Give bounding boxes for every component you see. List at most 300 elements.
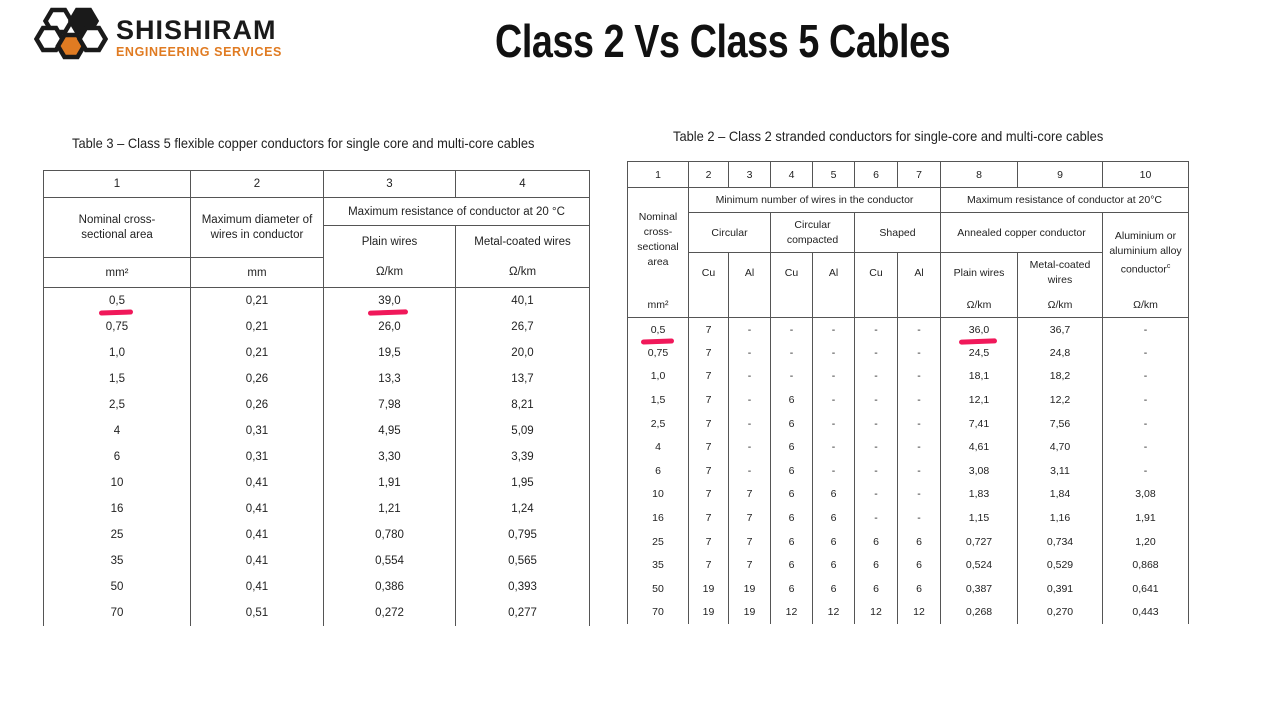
table-cell (729, 435, 771, 459)
table-cell (191, 366, 324, 392)
cell-value: - (1143, 323, 1148, 336)
table-cell (898, 601, 941, 625)
cell-value: 6 (873, 582, 879, 595)
table-cell (689, 412, 729, 436)
page-title: Class 2 Vs Class 5 Cables (495, 15, 951, 67)
table-cell (628, 341, 689, 365)
cell-value: 0,21 (245, 320, 269, 333)
table-cell (1103, 459, 1189, 483)
table-cell (855, 577, 898, 601)
table-cell (729, 601, 771, 625)
table-cell (729, 388, 771, 412)
cell-value: 19 (702, 606, 715, 619)
cell-value: 7 (705, 559, 712, 572)
cell-value: 40,1 (511, 294, 534, 307)
cell-value: 6 (830, 488, 837, 501)
table-cell (456, 600, 590, 626)
table-cell (813, 601, 855, 625)
cell-value: 2,5 (109, 398, 125, 411)
header-plain-wires: Plain wires (941, 253, 1018, 293)
table-cell (1103, 412, 1189, 436)
table-cell (729, 459, 771, 483)
col-number: 9 (1018, 162, 1103, 188)
cell-value: - (874, 464, 878, 477)
table-cell (941, 459, 1018, 483)
cell-value: 0,386 (375, 580, 404, 593)
table-cell (689, 483, 729, 507)
table-cell (941, 388, 1018, 412)
table-cell (771, 553, 813, 577)
table-cell (456, 470, 590, 496)
table-cell (941, 530, 1018, 554)
cell-value: - (1143, 417, 1148, 430)
cell-value: 1,21 (378, 502, 401, 515)
cell-value: 0,41 (245, 528, 269, 541)
table-cell (771, 601, 813, 625)
table-cell (44, 340, 191, 366)
table-cell (941, 506, 1018, 530)
table-row (44, 392, 590, 418)
table-cell (1018, 459, 1103, 483)
header-al: Al (729, 253, 771, 293)
table-cell (1103, 388, 1189, 412)
cell-value: 7 (746, 488, 753, 501)
table-cell (44, 574, 191, 600)
cell-value: 0,31 (245, 450, 269, 463)
cell-value: 25 (652, 535, 664, 548)
table-cell (941, 318, 1018, 342)
cell-value: 3,08 (1135, 488, 1156, 501)
cell-value: - (874, 512, 878, 525)
class5-caption: Table 3 – Class 5 flexible copper conductors for single core and multi-core cables (72, 135, 535, 151)
table-cell (44, 548, 191, 574)
col-number: 7 (898, 162, 941, 188)
table-cell (1018, 412, 1103, 436)
cell-value: 3,39 (511, 450, 534, 463)
cell-value: 0,41 (245, 554, 269, 567)
cell-value: 6 (788, 464, 795, 477)
cell-value: - (747, 394, 752, 407)
cell-value: 26,0 (378, 320, 401, 333)
cell-value: - (874, 417, 878, 430)
table-cell (1103, 530, 1189, 554)
table-row (44, 522, 590, 548)
header-max-resistance: Maximum resistance of conductor at 20°C (941, 188, 1189, 213)
highlighted-value: 0,5 (650, 323, 666, 336)
cell-value: 7 (746, 559, 753, 572)
table-row (44, 418, 590, 444)
cell-value: 2,5 (650, 417, 666, 430)
table-cell (941, 553, 1018, 577)
table-cell (324, 314, 456, 340)
table-cell (855, 318, 898, 342)
cell-value: - (789, 323, 794, 336)
cell-value: 0,554 (375, 554, 404, 567)
col-number: 10 (1103, 162, 1189, 188)
cell-value: 0,734 (1046, 535, 1074, 548)
table-cell (898, 388, 941, 412)
cell-value: 6 (788, 559, 795, 572)
cell-value: - (747, 323, 752, 336)
brand-subtitle: ENGINEERING SERVICES (116, 45, 282, 59)
table-cell (324, 392, 456, 418)
cell-value: 24,5 (968, 346, 990, 359)
unit: mm (191, 258, 324, 288)
cell-value: 6 (788, 441, 795, 454)
table-cell (771, 506, 813, 530)
cell-value: 7 (705, 488, 712, 501)
table-cell (628, 553, 689, 577)
table-cell (44, 314, 191, 340)
cell-value: 25 (110, 528, 124, 541)
col-number: 8 (941, 162, 1018, 188)
unit-empty (855, 293, 898, 318)
header-shaped: Shaped (855, 213, 941, 253)
table-cell (898, 318, 941, 342)
table-cell (855, 435, 898, 459)
table-cell (729, 553, 771, 577)
cell-value: 13,3 (378, 372, 401, 385)
table-cell (855, 530, 898, 554)
cell-value: 7 (705, 370, 712, 383)
table-cell (813, 435, 855, 459)
cell-value: - (874, 323, 878, 336)
table-cell (456, 496, 590, 522)
table-cell (689, 577, 729, 601)
table-row (44, 470, 590, 496)
table-row (628, 506, 1189, 530)
table-row (628, 459, 1189, 483)
table-cell (1018, 553, 1103, 577)
cell-value: 4,61 (968, 441, 990, 454)
cell-value: 19,5 (378, 346, 401, 359)
cell-value: 7 (705, 394, 712, 407)
cell-value: - (917, 394, 921, 407)
highlighted-value: 36,0 (968, 323, 990, 336)
table-cell (628, 506, 689, 530)
header-al: Al (813, 253, 855, 293)
cell-value: 6 (788, 582, 795, 595)
table-cell (44, 600, 191, 626)
table-cell (898, 530, 941, 554)
table-cell (898, 506, 941, 530)
table-cell (44, 392, 191, 418)
cell-value: 6 (873, 559, 879, 572)
cell-value: 6 (788, 512, 795, 525)
table-cell (324, 522, 456, 548)
column-number-row (628, 162, 1189, 188)
cell-value: 0,727 (965, 535, 993, 548)
cell-value: 16 (110, 502, 124, 515)
cell-value: - (1143, 370, 1148, 383)
cell-value: 35 (110, 554, 124, 567)
table-cell (898, 412, 941, 436)
table-cell (456, 444, 590, 470)
cell-value: 4,95 (378, 424, 401, 437)
header-resistance: Maximum resistance of conductor at 20 °C (324, 198, 590, 226)
cell-value: - (917, 488, 921, 501)
cell-value: 0,565 (508, 554, 537, 567)
col-number: 6 (855, 162, 898, 188)
table-cell (689, 388, 729, 412)
unit: Ω/km (941, 293, 1018, 318)
table-cell (1018, 365, 1103, 389)
table-cell (941, 341, 1018, 365)
cell-value: 0,41 (245, 476, 269, 489)
table-cell (813, 365, 855, 389)
table-cell (1018, 530, 1103, 554)
table-cell (191, 418, 324, 444)
cell-value: 1,84 (1049, 488, 1071, 501)
col-number: 2 (191, 171, 324, 198)
cell-value: - (917, 512, 921, 525)
table-cell (771, 435, 813, 459)
cell-value: 1,0 (109, 346, 125, 359)
table-cell (855, 459, 898, 483)
unit-empty (729, 293, 771, 318)
table-row (628, 388, 1189, 412)
table-cell (898, 435, 941, 459)
table-cell (44, 522, 191, 548)
cell-value: 50 (110, 580, 124, 593)
table-cell (1103, 601, 1189, 625)
table-cell (628, 435, 689, 459)
cell-value: 1,5 (650, 394, 666, 407)
cell-value: 0,21 (245, 294, 269, 307)
table-cell (771, 530, 813, 554)
cell-value: - (1143, 346, 1148, 359)
units-row (628, 293, 1189, 318)
table-cell (456, 366, 590, 392)
cell-value: 6 (916, 582, 922, 595)
table-cell (813, 530, 855, 554)
table-cell (1103, 553, 1189, 577)
table-row (628, 341, 1189, 365)
table-cell (813, 506, 855, 530)
table-cell (855, 483, 898, 507)
table-cell (771, 365, 813, 389)
table-cell (941, 577, 1018, 601)
cell-value: 0,393 (508, 580, 537, 593)
table-row (628, 318, 1189, 342)
cell-value: 1,15 (968, 512, 990, 525)
table-cell (689, 530, 729, 554)
table-cell (324, 340, 456, 366)
table-row (628, 553, 1189, 577)
header-al: Al (898, 253, 941, 293)
table-cell (1018, 601, 1103, 625)
cell-value: - (874, 488, 878, 501)
cell-value: 6 (788, 417, 795, 430)
cell-value: - (831, 346, 836, 359)
cell-value: 0,31 (245, 424, 269, 437)
cell-value: 13,7 (511, 372, 534, 385)
cell-value: 6 (788, 394, 795, 407)
table-cell (44, 288, 191, 314)
cell-value: 0,524 (965, 559, 993, 572)
cell-value: 0,277 (508, 606, 537, 619)
hexagon-logo-icon (34, 6, 108, 62)
cell-value: 10 (110, 476, 124, 489)
table-cell (689, 365, 729, 389)
cell-value: 6 (788, 488, 795, 501)
cell-value: 35 (652, 559, 664, 572)
cell-value: 6 (655, 464, 661, 477)
table-cell (729, 530, 771, 554)
cell-value: 20,0 (511, 346, 534, 359)
unit: Ω/km (324, 258, 456, 288)
table-cell (855, 506, 898, 530)
cell-value: 6 (830, 535, 837, 548)
cell-value: 0,270 (1046, 606, 1074, 619)
table-row (628, 435, 1189, 459)
header-aluminium: Aluminium or aluminium alloy conductor$^c$ (1103, 213, 1189, 293)
table-cell (771, 388, 813, 412)
cell-value: 12,2 (1049, 394, 1071, 407)
table-cell (771, 577, 813, 601)
cell-value: 70 (652, 606, 664, 619)
cell-value: 7,98 (378, 398, 401, 411)
table-row (44, 444, 590, 470)
cell-value: 0,75 (647, 346, 669, 359)
units-row (44, 258, 590, 288)
header-diameter: Maximum diameter of wires in conductor (191, 198, 324, 258)
table-cell (813, 483, 855, 507)
class2-caption: Table 2 – Class 2 stranded conductors for single-core and multi-core cables (673, 128, 1104, 144)
cell-value: 3,30 (378, 450, 401, 463)
cell-value: - (917, 417, 921, 430)
cell-value: 0,443 (1132, 606, 1159, 619)
cell-value: 7 (705, 346, 712, 359)
col-number: 1 (628, 162, 689, 188)
cell-value: 0,51 (245, 606, 269, 619)
table-cell (1018, 341, 1103, 365)
table-cell (191, 548, 324, 574)
table-cell (324, 444, 456, 470)
table-cell (898, 365, 941, 389)
cell-value: 7 (705, 417, 712, 430)
table-cell (941, 412, 1018, 436)
cell-value: 1,16 (1049, 512, 1071, 525)
table-cell (628, 577, 689, 601)
cell-value: 1,5 (109, 372, 125, 385)
cell-value: 6 (873, 535, 879, 548)
cell-value: 70 (110, 606, 124, 619)
cell-value: - (917, 441, 921, 454)
table-row (44, 314, 590, 340)
cell-value: 12 (913, 606, 925, 619)
table-cell (689, 435, 729, 459)
cell-value: 18,1 (968, 370, 990, 383)
cell-value: 24,8 (1049, 346, 1071, 359)
table-cell (191, 496, 324, 522)
table-cell (456, 548, 590, 574)
table-cell (324, 288, 456, 314)
cell-value: - (917, 370, 921, 383)
brand-text (116, 16, 282, 60)
table-row (628, 412, 1189, 436)
table-cell (855, 412, 898, 436)
table-cell (456, 392, 590, 418)
table-cell (1018, 318, 1103, 342)
header-plain-wires: Plain wires (324, 226, 456, 258)
header-cu: Cu (771, 253, 813, 293)
table-cell (898, 483, 941, 507)
cell-value: 18,2 (1049, 370, 1071, 383)
cell-value: - (874, 370, 878, 383)
company-logo (34, 6, 304, 62)
cell-value: 7 (705, 512, 712, 525)
col-number: 3 (729, 162, 771, 188)
table-cell (689, 459, 729, 483)
cell-value: 0,21 (245, 346, 269, 359)
table-row (628, 601, 1189, 625)
header-cu: Cu (689, 253, 729, 293)
table-cell (191, 314, 324, 340)
table-cell (44, 366, 191, 392)
table-cell (1103, 506, 1189, 530)
cell-value: 1,0 (650, 370, 666, 383)
cell-value: 5,09 (511, 424, 534, 437)
table-cell (456, 340, 590, 366)
table-cell (813, 388, 855, 412)
cell-value: 0,26 (245, 398, 269, 411)
table-cell (771, 341, 813, 365)
header-metal-coated: Metal-coated wires (1018, 253, 1103, 293)
table-cell (941, 483, 1018, 507)
cell-value: 1,83 (968, 488, 990, 501)
table-cell (191, 288, 324, 314)
cell-value: 0,41 (245, 502, 269, 515)
cell-value: 12 (870, 606, 882, 619)
table-cell (324, 470, 456, 496)
cell-value: - (1143, 464, 1148, 477)
table-cell (1103, 577, 1189, 601)
header-metal-coated: Metal-coated wires (456, 226, 590, 258)
cell-value: 7 (746, 512, 753, 525)
col-number: 4 (456, 171, 590, 198)
header-annealed-copper: Annealed copper conductor (941, 213, 1103, 253)
cell-value: 7 (705, 323, 712, 336)
cell-value: 0,641 (1132, 582, 1159, 595)
cell-value: - (747, 441, 752, 454)
cell-value: 6 (916, 559, 922, 572)
table-cell (898, 341, 941, 365)
table-cell (1103, 483, 1189, 507)
cell-value: 7 (746, 535, 753, 548)
table-cell (813, 553, 855, 577)
cell-value: 1,91 (378, 476, 401, 489)
cell-value: 0,387 (965, 582, 993, 595)
table-cell (771, 412, 813, 436)
cell-value: 3,08 (968, 464, 990, 477)
table-row (628, 483, 1189, 507)
table-cell (855, 388, 898, 412)
table-cell (941, 435, 1018, 459)
table-cell (729, 318, 771, 342)
cell-value: 7,56 (1049, 417, 1071, 430)
cell-value: 10 (652, 488, 664, 501)
class2-table (627, 161, 1189, 624)
table-cell (689, 553, 729, 577)
table-row (44, 548, 590, 574)
table-cell (813, 577, 855, 601)
table-cell (324, 548, 456, 574)
table-cell (855, 341, 898, 365)
table-cell (1103, 318, 1189, 342)
unit: mm² (628, 293, 689, 318)
table-cell (813, 318, 855, 342)
